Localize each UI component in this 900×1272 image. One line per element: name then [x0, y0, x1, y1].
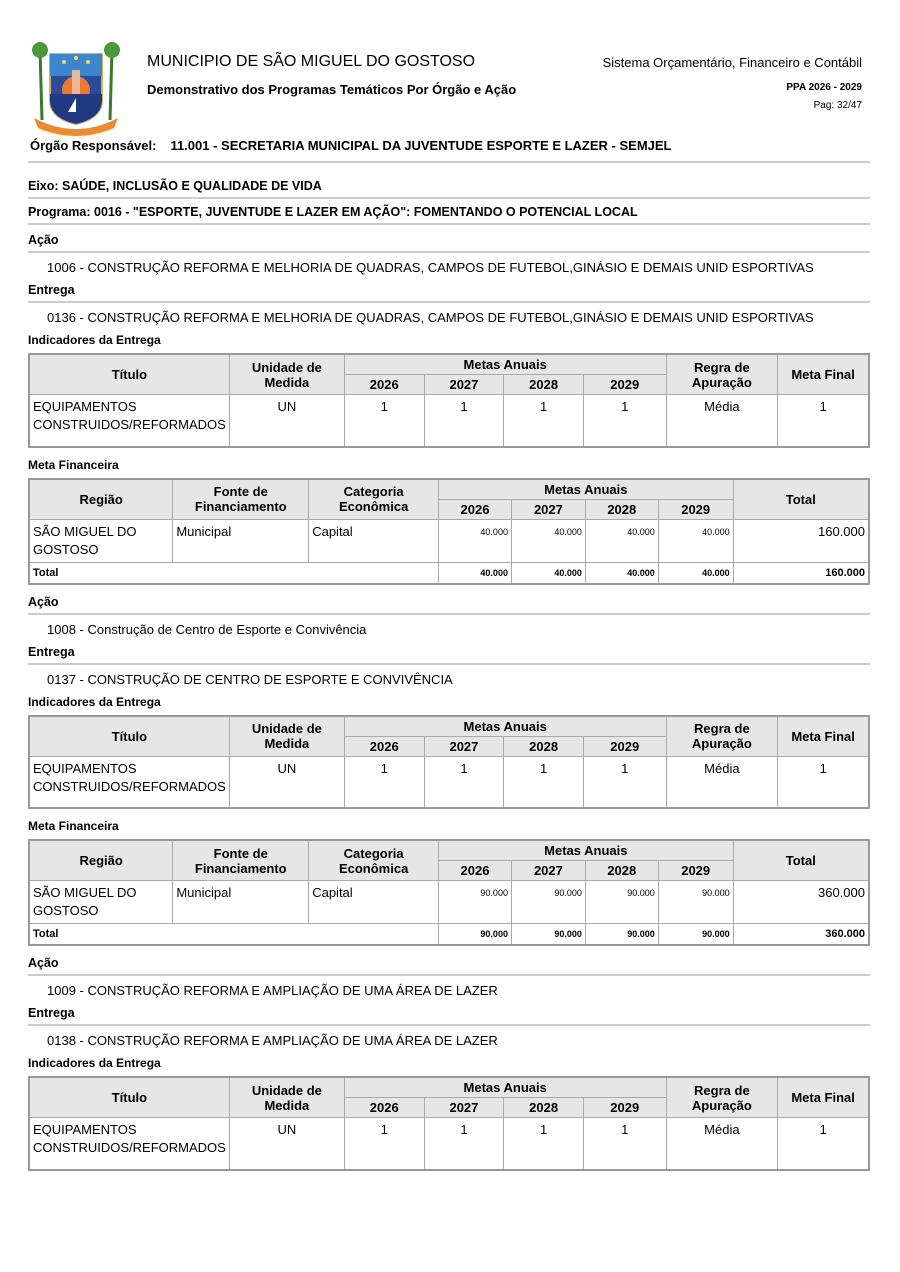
cell-total: 160.000 — [733, 519, 869, 562]
action-section — [28, 233, 870, 585]
cell-titulo: EQUIPAMENTOS CONSTRUIDOS/REFORMADOS — [29, 1118, 229, 1170]
meta-financeira-table — [28, 478, 870, 585]
cell-regra: Média — [666, 756, 778, 808]
table-row — [29, 756, 869, 808]
col-meta-final: Meta Final — [778, 354, 869, 395]
col-regra: Regra de Apuração — [666, 1077, 778, 1118]
cell-meta-valor: 40.000 — [511, 519, 585, 562]
cell-titulo: EQUIPAMENTOS CONSTRUIDOS/REFORMADOS — [29, 756, 229, 808]
cell-meta: 1 — [504, 1118, 584, 1170]
col-year: 2027 — [424, 736, 504, 756]
cell-meta-valor: 90.000 — [585, 881, 658, 924]
cell-meta: 1 — [504, 756, 584, 808]
total-label: Total — [29, 924, 439, 946]
cell-meta-valor: 40.000 — [658, 519, 733, 562]
entrega-heading: Entrega — [28, 1006, 870, 1026]
entrega-heading: Entrega — [28, 645, 870, 665]
acao-description: 1006 - CONSTRUÇÃO REFORMA E MELHORIA DE QUADRAS, CAMPOS DE FUTEBOL,GINÁSIO E DEMAIS UNID ESPORTIVAS — [47, 260, 814, 275]
cell-meta-final: 1 — [778, 395, 869, 447]
col-year: 2026 — [344, 736, 424, 756]
cell-titulo: EQUIPAMENTOS CONSTRUIDOS/REFORMADOS — [29, 395, 229, 447]
orgao-label: Órgão Responsável: — [30, 138, 157, 153]
cell-fonte: Municipal — [173, 519, 309, 562]
col-year: 2028 — [585, 499, 658, 519]
col-categoria: Categoria Econômica — [309, 840, 439, 881]
actions-list — [28, 233, 870, 1171]
system-name: Sistema Orçamentário, Financeiro e Contábil — [602, 55, 862, 70]
indicadores-table — [28, 1076, 870, 1171]
col-metas-anuais: Metas Anuais — [344, 716, 666, 737]
col-year: 2026 — [344, 1098, 424, 1118]
total-year-value: 90.000 — [439, 924, 512, 946]
cell-total: 360.000 — [733, 881, 869, 924]
ppa-period: PPA 2026 - 2029 — [786, 82, 862, 93]
col-metas-anuais: Metas Anuais — [344, 354, 666, 375]
cell-meta: 1 — [344, 395, 424, 447]
report-content — [28, 138, 870, 1181]
col-titulo: Título — [29, 716, 229, 757]
entrega-heading: Entrega — [28, 283, 870, 303]
cell-categoria: Capital — [309, 519, 439, 562]
total-row — [29, 562, 869, 584]
header-row — [29, 479, 869, 500]
col-metas-anuais: Metas Anuais — [439, 479, 734, 500]
entrega-description: 0137 - CONSTRUÇÃO DE CENTRO DE ESPORTE E CONVIVÊNCIA — [47, 671, 453, 687]
entrega-description: 0136 - CONSTRUÇÃO REFORMA E MELHORIA DE QUADRAS, CAMPOS DE FUTEBOL,GINÁSIO E DEMAIS UNID ESPORTIVAS — [47, 310, 814, 325]
meta-financeira-heading: Meta Financeira — [28, 819, 119, 833]
table-row — [29, 395, 869, 447]
cell-meta-valor: 90.000 — [439, 881, 512, 924]
table-row — [29, 881, 869, 924]
acao-heading: Ação — [28, 595, 870, 615]
col-year: 2027 — [424, 375, 504, 395]
cell-meta-final: 1 — [778, 1118, 869, 1170]
col-year: 2028 — [504, 736, 584, 756]
cell-unidade: UN — [229, 1118, 344, 1170]
col-categoria: Categoria Econômica — [309, 479, 439, 520]
cell-meta: 1 — [424, 1118, 504, 1170]
cell-meta-valor: 90.000 — [658, 881, 733, 924]
col-year: 2029 — [658, 499, 733, 519]
col-year: 2028 — [585, 861, 658, 881]
cell-unidade: UN — [229, 756, 344, 808]
col-meta-final: Meta Final — [778, 716, 869, 757]
indicadores-heading: Indicadores da Entrega — [28, 1056, 161, 1070]
cell-meta: 1 — [583, 1118, 666, 1170]
meta-financeira-heading: Meta Financeira — [28, 457, 119, 472]
col-year: 2027 — [511, 499, 585, 519]
col-year: 2029 — [583, 736, 666, 756]
orgao-responsavel — [28, 138, 870, 163]
total-label: Total — [29, 562, 439, 584]
col-year: 2026 — [439, 861, 512, 881]
cell-meta: 1 — [424, 395, 504, 447]
header-row — [29, 1077, 869, 1098]
cell-categoria: Capital — [309, 881, 439, 924]
orgao-value: 11.001 - SECRETARIA MUNICIPAL DA JUVENTUDE ESPORTE E LAZER - SEMJEL — [170, 138, 672, 153]
header-row — [29, 354, 869, 375]
total-year-value: 40.000 — [511, 562, 585, 584]
cell-regra: Média — [666, 1118, 778, 1170]
total-year-value: 90.000 — [658, 924, 733, 946]
col-meta-final: Meta Final — [778, 1077, 869, 1118]
indicadores-table — [28, 715, 870, 810]
indicadores-heading: Indicadores da Entrega — [28, 694, 161, 709]
grand-total: 360.000 — [733, 924, 869, 946]
table-row — [29, 519, 869, 562]
col-unidade: Unidade de Medida — [229, 1077, 344, 1118]
cell-meta: 1 — [583, 756, 666, 808]
municipal-coat-of-arms-logo — [30, 40, 122, 136]
cell-meta: 1 — [344, 1118, 424, 1170]
programa-heading: Programa: 0016 - "ESPORTE, JUVENTUDE E LAZER EM AÇÃO": FOMENTANDO O POTENCIAL LOCAL — [28, 205, 870, 225]
cell-meta-valor: 40.000 — [585, 519, 658, 562]
page-number: Pag: 32/47 — [813, 100, 862, 111]
total-year-value: 90.000 — [585, 924, 658, 946]
indicadores-table — [28, 353, 870, 448]
entrega-description: 0138 - CONSTRUÇÃO REFORMA E AMPLIAÇÃO DE UMA ÁREA DE LAZER — [47, 1033, 498, 1048]
cell-meta: 1 — [344, 756, 424, 808]
col-regra: Regra de Apuração — [666, 716, 778, 757]
col-metas-anuais: Metas Anuais — [439, 840, 734, 861]
col-year: 2026 — [439, 499, 512, 519]
cell-meta-valor: 90.000 — [511, 881, 585, 924]
action-section — [28, 595, 870, 947]
acao-description: 1008 - Construção de Centro de Esporte e Convivência — [47, 621, 367, 637]
table-row — [29, 1118, 869, 1170]
acao-heading: Ação — [28, 956, 870, 976]
cell-regra: Média — [666, 395, 778, 447]
col-year: 2028 — [504, 1098, 584, 1118]
total-year-value: 40.000 — [439, 562, 512, 584]
cell-meta: 1 — [504, 395, 584, 447]
col-unidade: Unidade de Medida — [229, 716, 344, 757]
col-total: Total — [733, 479, 869, 520]
col-unidade: Unidade de Medida — [229, 354, 344, 395]
col-total: Total — [733, 840, 869, 881]
cell-meta-valor: 40.000 — [439, 519, 512, 562]
total-year-value: 40.000 — [585, 562, 658, 584]
col-regra: Regra de Apuração — [666, 354, 778, 395]
col-titulo: Título — [29, 354, 229, 395]
eixo-heading: Eixo: SAÚDE, INCLUSÃO E QUALIDADE DE VIDA — [28, 179, 870, 199]
header-row — [29, 840, 869, 861]
cell-regiao: SÃO MIGUEL DO GOSTOSO — [29, 881, 173, 924]
acao-description: 1009 - CONSTRUÇÃO REFORMA E AMPLIAÇÃO DE UMA ÁREA DE LAZER — [47, 983, 498, 998]
header-row — [29, 716, 869, 737]
cell-meta: 1 — [424, 756, 504, 808]
col-year: 2029 — [658, 861, 733, 881]
col-year: 2029 — [583, 375, 666, 395]
total-year-value: 40.000 — [658, 562, 733, 584]
col-year: 2028 — [504, 375, 584, 395]
report-subtitle: Demonstrativo dos Programas Temáticos Por Órgão e Ação — [147, 82, 517, 97]
col-year: 2029 — [583, 1098, 666, 1118]
col-fonte: Fonte de Financiamento — [173, 479, 309, 520]
col-metas-anuais: Metas Anuais — [344, 1077, 666, 1098]
col-regiao: Região — [29, 840, 173, 881]
grand-total: 160.000 — [733, 562, 869, 584]
col-year: 2026 — [344, 375, 424, 395]
cell-meta-final: 1 — [778, 756, 869, 808]
col-year: 2027 — [511, 861, 585, 881]
municipality-title: MUNICIPIO DE SÃO MIGUEL DO GOSTOSO — [147, 53, 476, 70]
col-fonte: Fonte de Financiamento — [173, 840, 309, 881]
cell-fonte: Municipal — [173, 881, 309, 924]
indicadores-heading: Indicadores da Entrega — [28, 333, 161, 347]
col-titulo: Título — [29, 1077, 229, 1118]
acao-heading: Ação — [28, 233, 870, 253]
col-year: 2027 — [424, 1098, 504, 1118]
total-row — [29, 924, 869, 946]
cell-unidade: UN — [229, 395, 344, 447]
action-section — [28, 956, 870, 1171]
cell-regiao: SÃO MIGUEL DO GOSTOSO — [29, 519, 173, 562]
cell-meta: 1 — [583, 395, 666, 447]
meta-financeira-table — [28, 839, 870, 946]
total-year-value: 90.000 — [511, 924, 585, 946]
col-regiao: Região — [29, 479, 173, 520]
